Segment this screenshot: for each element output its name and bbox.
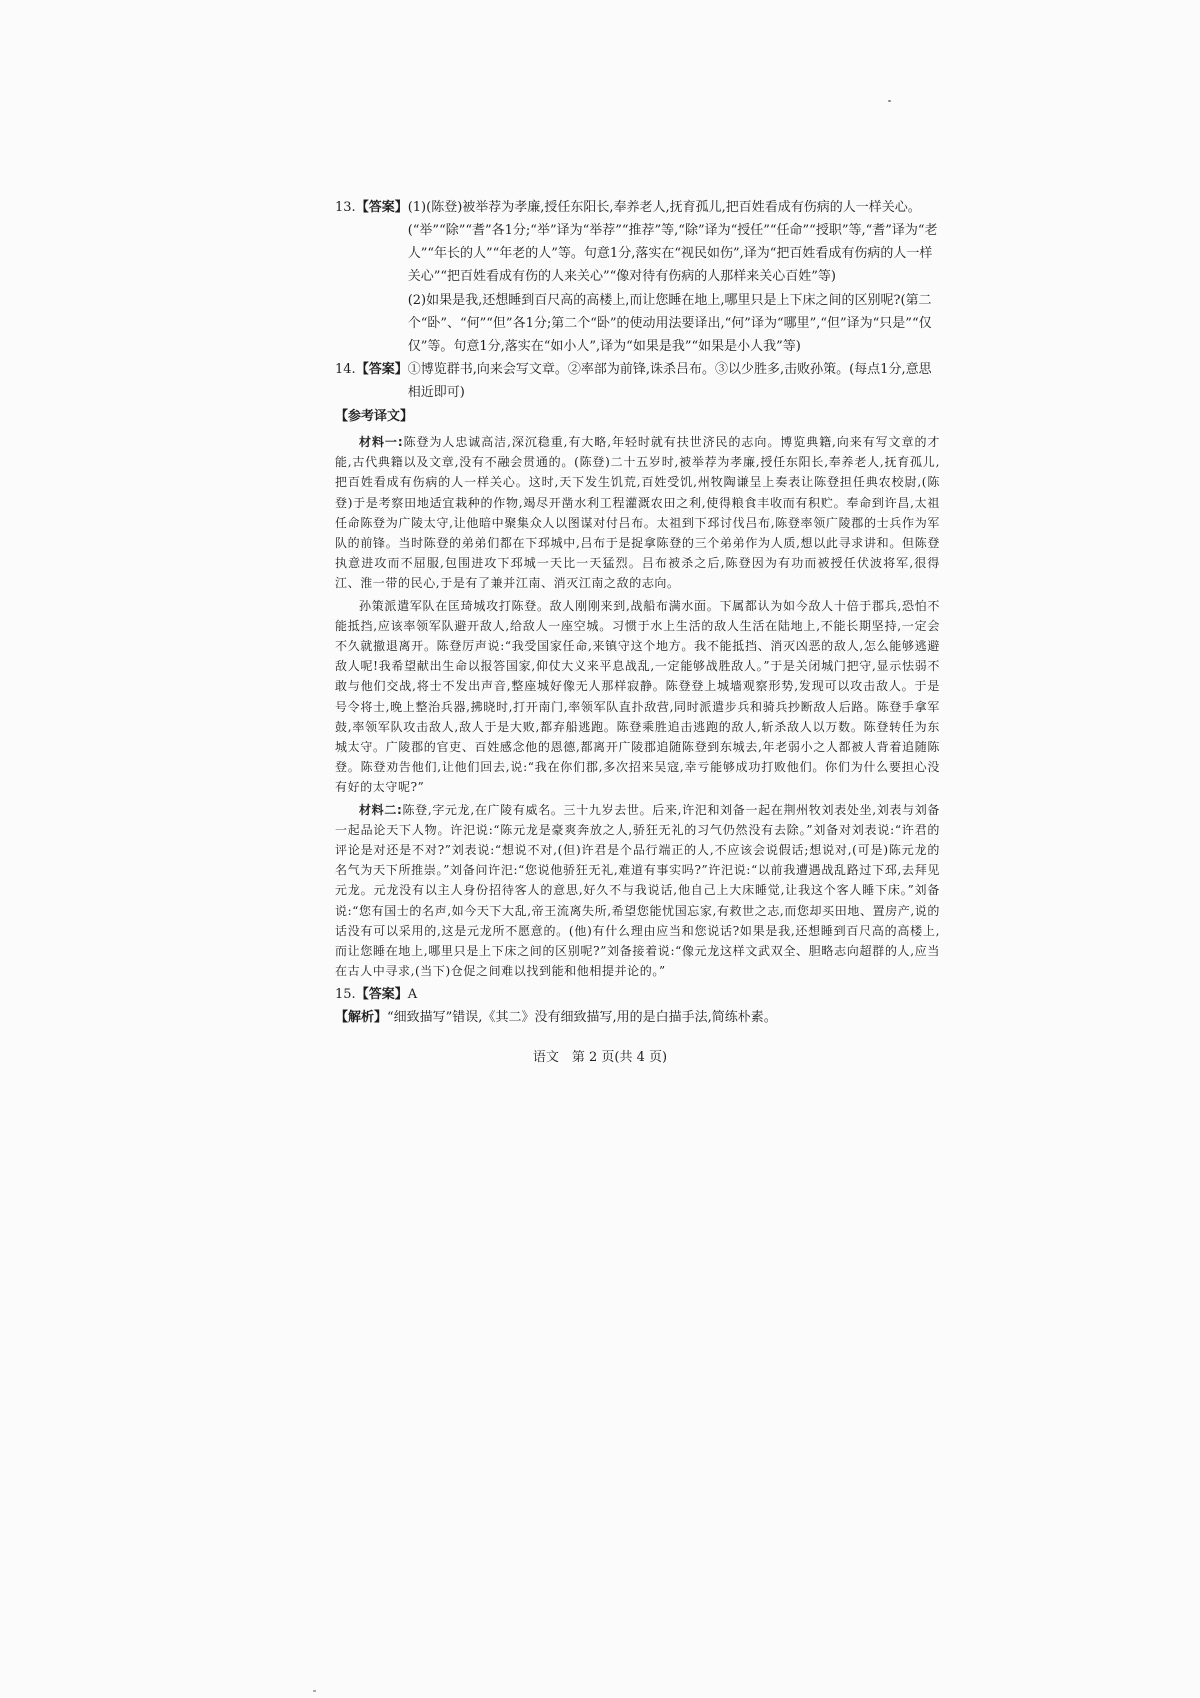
material-1-para-2: 孙策派遣军队在匡琦城攻打陈登。敌人刚刚来到,战船布满水面。下属都认为如今敌人十倍于郡兵,恐怕不能抵挡,应该率领军队避开敌人,给敌人一座空城。习惯于水上生活的敌人生活在陆地上,不能长期坚持,一定会不久就撤退离开。陈登厉声说:“我受国家任命,来镇守这个地方。我不能抵挡、消灭凶恶的敌人,怎么能够逃避敌人呢!我希望献出生命以报答国家,仰仗大义来平息战乱,一定能够战胜敌人。”于是关闭城门把守,显示怯弱不敢与他们交战,将士不发出声音,整座城好像无人那样寂静。陈登登上城墙观察形势,发现可以攻击敌人。于是号令将士,晚上整治兵器,拂晓时,打开南门,率领军队直扑敌营,同时派遣步兵和骑兵抄断敌人后路。陈登手拿军鼓,率领军队攻击敌人,敌人于是大败,都弃船逃跑。陈登乘胜追击逃跑的敌人,斩杀敌人以万数。陈登转任为东城太守。广陵郡的官吏、百姓感念他的恩德,都离开广陵郡追随陈登到东城去,年老弱小之人都被人背着追随陈登。陈登劝告他们,让他们回去,说:“我在你们郡,多次招来吴寇,幸亏能够成功打败他们。你们为什么要担心没有好的太守呢?” bbox=[335, 598, 940, 795]
question-14 bbox=[335, 358, 940, 404]
question-number: 14.【答案】 bbox=[335, 362, 408, 377]
question-number: 13.【答案】 bbox=[335, 200, 408, 215]
answer-part-2: (2)如果是我,还想睡到百尺高的高楼上,而让您睡在地上,哪里只是上下床之间的区别呢?(第二个“卧”、“何”“但”各1分;第二个“卧”的使动用法要译出,“何”译为“哪里”,“但”译为“只是”“仅仅”等。句意1分,落实在“如小人”,译为“如果是我”“如果是小人我”等) bbox=[407, 293, 932, 354]
material-1-para-1: 材料一:陈登为人忠诚高洁,深沉稳重,有大略,年轻时就有扶世济民的志向。博览典籍,向来有写文章的才能,古代典籍以及文章,没有不融会贯通的。(陈登)二十五岁时,被举荐为孝廉,授任东阳长,奉养老人,抚育孤儿,把百姓看成有伤病的人一样关心。这时,天下发生饥荒,百姓受饥,州牧陶谦呈上奏表让陈登担任典农校尉,(陈登)于是考察田地适宜栽种的作物,竭尽开凿水利工程灌溉农田之利,使得粮食丰收而有积贮。奉命到许昌,太祖任命陈登为广陵太守,让他暗中聚集众人以图谋对付吕布。太祖到下邳讨伐吕布,陈登率领广陵郡的士兵作为军队的前锋。当时陈登的弟弟们都在下邳城中,吕布于是捉拿陈登的三个弟弟作为人质,想以此寻求讲和。但陈登执意进攻而不屈服,包围进攻下邳城一天比一天猛烈。吕布被杀之后,陈登因为有功而被授任伏波将军,很得江、淮一带的民心,于是有了兼并江南、消灭江南之敌的志向。 bbox=[335, 435, 940, 591]
reference-translation bbox=[335, 432, 940, 981]
analysis: 【解析】“细致描写”错误,《其二》没有细致描写,用的是白描手法,简练朴素。 bbox=[335, 1010, 777, 1026]
question-15 bbox=[335, 983, 940, 1006]
scan-speck bbox=[313, 1690, 316, 1692]
scan-speck bbox=[888, 100, 891, 102]
answer-part-1: (1)(陈登)被举荐为孝廉,授任东阳长,奉养老人,抚育孤儿,把百姓看成有伤病的人一样关心。(“举”“除”“耆”各1分;“举”译为“举荐”“推荐”等,“除”译为“授任”“任命”“授职”等,“耆”译为“老人”“年长的人”“年老的人”等。句意1分,落实在“视民如伤”,译为“把百姓看成有伤病的人一样关心”“把百姓看成有伤的人来关心”“像对待有伤病的人那样来关心百姓”等) bbox=[407, 200, 938, 284]
question-body bbox=[408, 196, 940, 358]
question-body bbox=[408, 358, 940, 404]
question-13 bbox=[335, 196, 940, 358]
answer-text: ①博览群书,向来会写文章。②率部为前锋,诛杀吕布。③以少胜多,击败孙策。(每点1分,意思相近即可) bbox=[407, 362, 932, 400]
question-number: 15.【答案】A bbox=[335, 987, 418, 1003]
material-2-para: 材料二:陈登,字元龙,在广陵有威名。三十九岁去世。后来,许汜和刘备一起在荆州牧刘表处坐,刘表与刘备一起品论天下人物。许汜说:“陈元龙是豪爽奔放之人,骄狂无礼的习气仍然没有去除。”刘备对刘表说:“许君的评论是对还是不对?”刘表说:“想说不对,(但)许君是个品行端正的人,不应该会说假话;想说对,(可是)陈元龙的名气为天下所推崇。”刘备问许汜:“您说他骄狂无礼,难道有事实吗?”许汜说:“以前我遭遇战乱路过下邳,去拜见元龙。元龙没有以主人身份招待客人的意思,好久不与我说话,他自己上大床睡觉,让我这个客人睡下床。”刘备说:“您有国士的名声,如今天下大乱,帝王流离失所,希望您能忧国忘家,有救世之志,而您却买田地、置房产,说的话没有可以采用的,这是元龙所不愿意的。(他)有什么理由应当和您说话?如果是我,还想睡到百尺高的高楼上,而让您睡在地上,哪里只是上下床之间的区别呢?”刘备接着说:“像元龙这样文武双全、胆略志向超群的人,应当在古人中寻求,(当下)仓促之间难以找到能和他相提并论的。” bbox=[335, 802, 940, 979]
answer-content bbox=[335, 196, 940, 1029]
reference-translation-heading: 【参考译文】 bbox=[335, 409, 414, 424]
page-footer: 语文 第 2 页(共 4 页) bbox=[532, 1050, 668, 1065]
